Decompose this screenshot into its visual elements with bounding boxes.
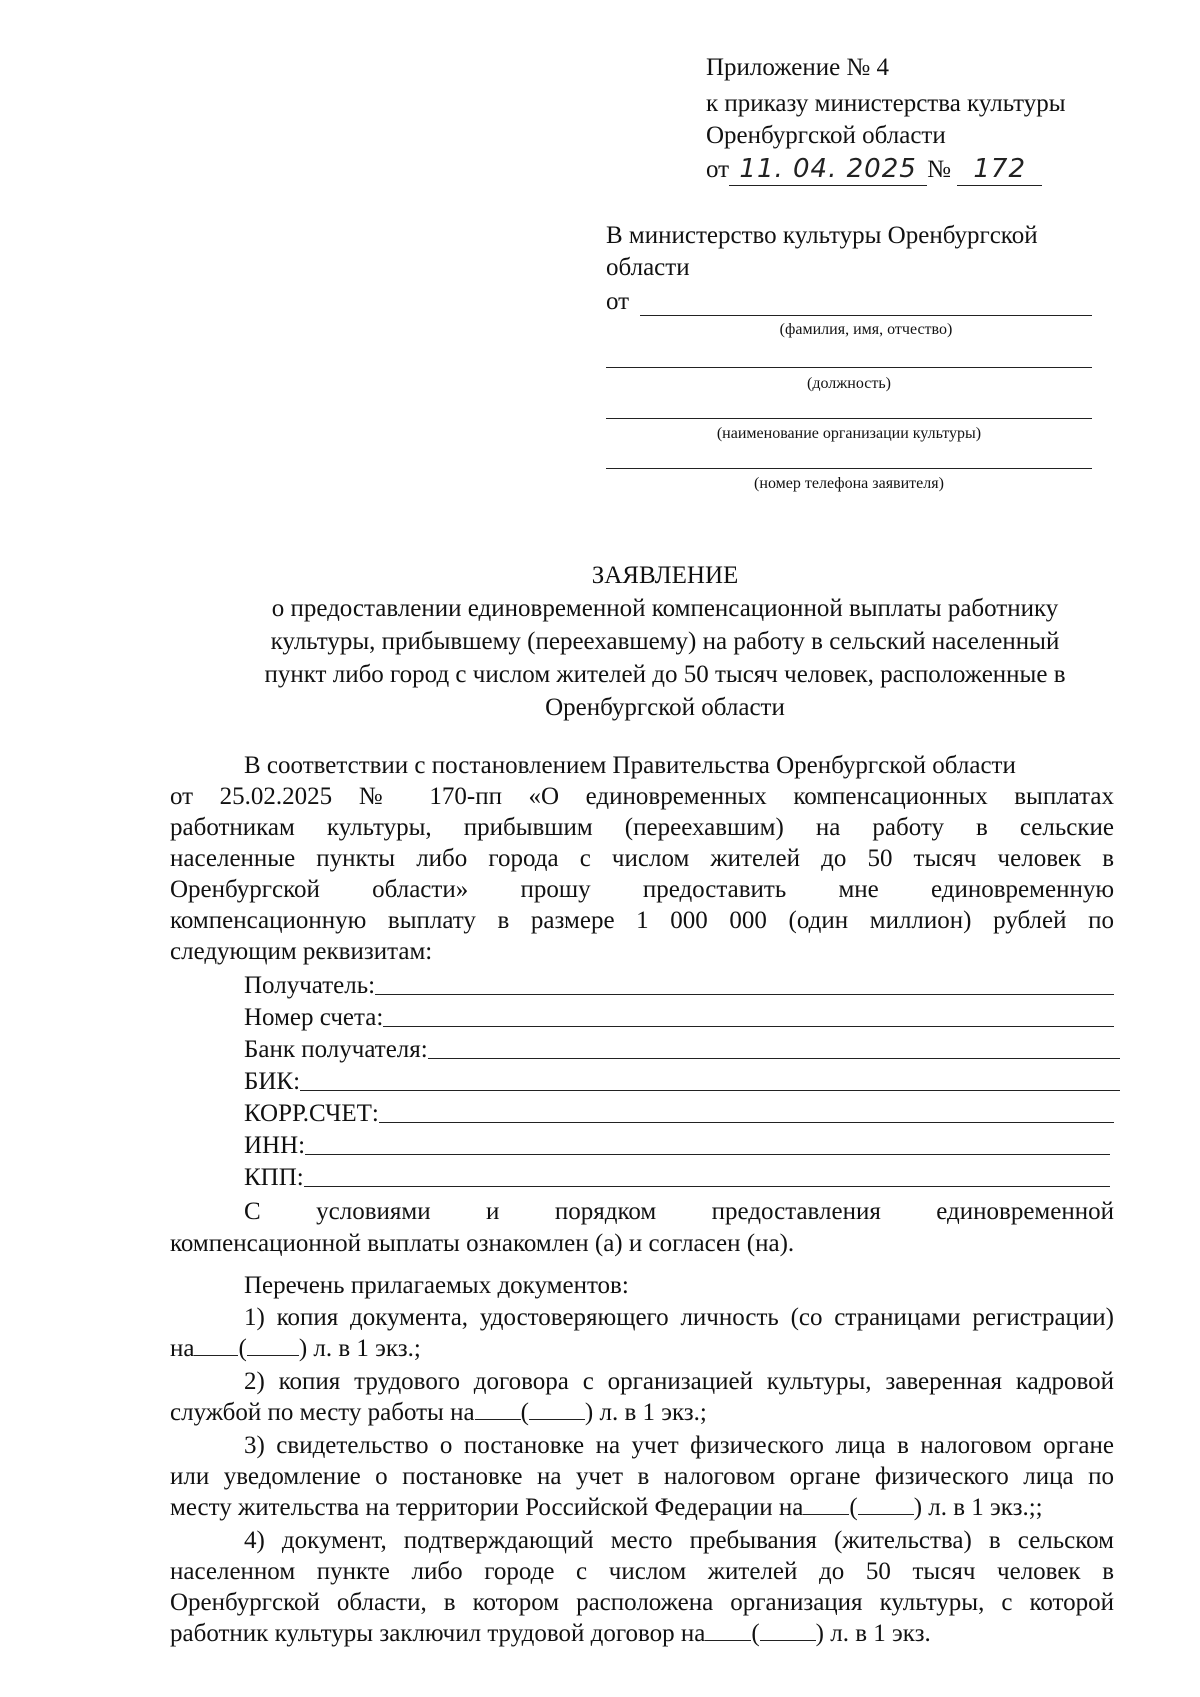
doc-1-line: 1) копия документа, удостоверяющего личность (со страницами регистрации) (244, 1304, 1114, 1331)
appendix-from-prefix: от (706, 156, 730, 183)
appendix-number-prefix: № (927, 156, 951, 183)
doc-3-pages-line: месту жительства на территории Российской Федерации на ( ) л. в 1 экз.;; (170, 1494, 1043, 1521)
field-label: Банк получателя: (244, 1036, 428, 1063)
paragraph-line: работникам культуры, прибывшим (переехавшим) на работу в сельские (170, 814, 1114, 841)
account-field (244, 1002, 1114, 1033)
title-line-1: о предоставлении единовременной компенсационной выплаты работнику (271, 595, 1059, 622)
recipient-field (244, 970, 1114, 1001)
doc-4-pages-line: работник культуры заключил трудовой договор на ( ) л. в 1 экз. (170, 1620, 931, 1647)
handwritten-order-number: 172 (957, 154, 1042, 186)
field-label: БИК: (244, 1068, 301, 1095)
field-label: ИНН: (244, 1132, 306, 1159)
doc-2-pages-line: службой по месту работы на ( ) л. в 1 экз.; (170, 1399, 707, 1426)
corr-account-field (244, 1098, 1114, 1129)
paragraph-line: Оренбургской области» прошу предоставить мне единовременную (170, 876, 1114, 903)
paragraph-line: от 25.02.2025 № 170-пп «О единовременных компенсационных выплатах (170, 783, 1114, 810)
recipient-input[interactable] (375, 994, 1114, 995)
paragraph-line: компенсационную выплату в размере 1 000 000 (один миллион) рублей по (170, 907, 1114, 934)
doc-1-pages-line: на ( ) л. в 1 экз.; (170, 1335, 421, 1362)
account-input[interactable] (383, 1026, 1114, 1027)
doc-1-pages-input[interactable] (194, 1355, 238, 1356)
inn-field (244, 1130, 1110, 1161)
documents-heading: Перечень прилагаемых документов: (244, 1272, 629, 1299)
field-label: Номер счета: (244, 1004, 384, 1031)
handwritten-date: 11. 04. 2025 (729, 154, 927, 186)
title-line-4: Оренбургской области (545, 694, 785, 721)
paragraph-line: В соответствии с постановлением Правительства Оренбургской области (244, 752, 1016, 779)
corr-account-input[interactable] (379, 1122, 1114, 1123)
field-label: КПП: (244, 1164, 304, 1191)
bank-input[interactable] (428, 1058, 1120, 1059)
doc-1-pages-words-input[interactable] (247, 1355, 299, 1356)
position-caption: (должность) (807, 375, 891, 392)
appendix-region-line: Оренбургской области (706, 122, 946, 149)
kpp-input[interactable] (304, 1186, 1110, 1187)
addressee-from-label: от (606, 288, 630, 315)
bik-input[interactable] (300, 1090, 1120, 1091)
organization-input-line[interactable] (606, 418, 1092, 419)
field-label: Получатель: (244, 972, 376, 999)
appendix-order-line: к приказу министерства культуры (706, 90, 1066, 117)
doc-3-line: 3) свидетельство о постановке на учет физического лица в налоговом органе (244, 1432, 1114, 1459)
doc-4-line: Оренбургской области, в котором расположена организация культуры, с которой (170, 1589, 1114, 1616)
kpp-field (244, 1162, 1110, 1193)
fio-input-line[interactable] (640, 315, 1092, 316)
doc-4-pages-words-input[interactable] (760, 1640, 816, 1641)
phone-input-line[interactable] (606, 468, 1092, 469)
doc-4-line: населенном пункте либо городе с числом жителей до 50 тысяч человек в (170, 1558, 1114, 1585)
consent-line: компенсационной выплаты ознакомлен (а) и согласен (на). (170, 1230, 795, 1257)
title-heading: ЗАЯВЛЕНИЕ (591, 562, 739, 589)
paragraph-line: населенные пункты либо города с числом жителей до 50 тысяч человек в (170, 845, 1114, 872)
consent-line: С условиями и порядком предоставления единовременной (244, 1198, 1114, 1225)
bank-field (244, 1034, 1120, 1065)
doc-4-line: 4) документ, подтверждающий место пребывания (жительства) в сельском (244, 1527, 1114, 1554)
title-line-3: пункт либо город с числом жителей до 50 тысяч человек, расположенные в (264, 661, 1066, 688)
title-line-2: культуры, прибывшему (переехавшему) на работу в сельский населенный (270, 628, 1060, 655)
doc-3-pages-input[interactable] (803, 1514, 849, 1515)
field-label: КОРР.СЧЕТ: (244, 1100, 379, 1127)
phone-caption: (номер телефона заявителя) (754, 475, 944, 492)
organization-caption: (наименование организации культуры) (716, 425, 982, 442)
appendix-number: Приложение № 4 (706, 54, 890, 81)
doc-2-line: 2) копия трудового договора с организацией культуры, заверенная кадровой (244, 1368, 1114, 1395)
position-input-line[interactable] (606, 367, 1092, 368)
fio-caption: (фамилия, имя, отчество) (779, 321, 953, 338)
appendix-date-line (706, 154, 1042, 186)
inn-input[interactable] (305, 1154, 1110, 1155)
addressee-ministry: В министерство культуры Оренбургской (606, 222, 1038, 249)
doc-3-line: или уведомление о постановке на учет в налоговом органе физического лица по (170, 1463, 1114, 1490)
doc-4-pages-input[interactable] (705, 1640, 751, 1641)
doc-2-pages-input[interactable] (475, 1419, 521, 1420)
paragraph-line: следующим реквизитам: (170, 938, 433, 965)
doc-3-pages-words-input[interactable] (858, 1514, 914, 1515)
doc-2-pages-words-input[interactable] (529, 1419, 585, 1420)
addressee-region: области (606, 254, 690, 281)
bik-field (244, 1066, 1120, 1097)
